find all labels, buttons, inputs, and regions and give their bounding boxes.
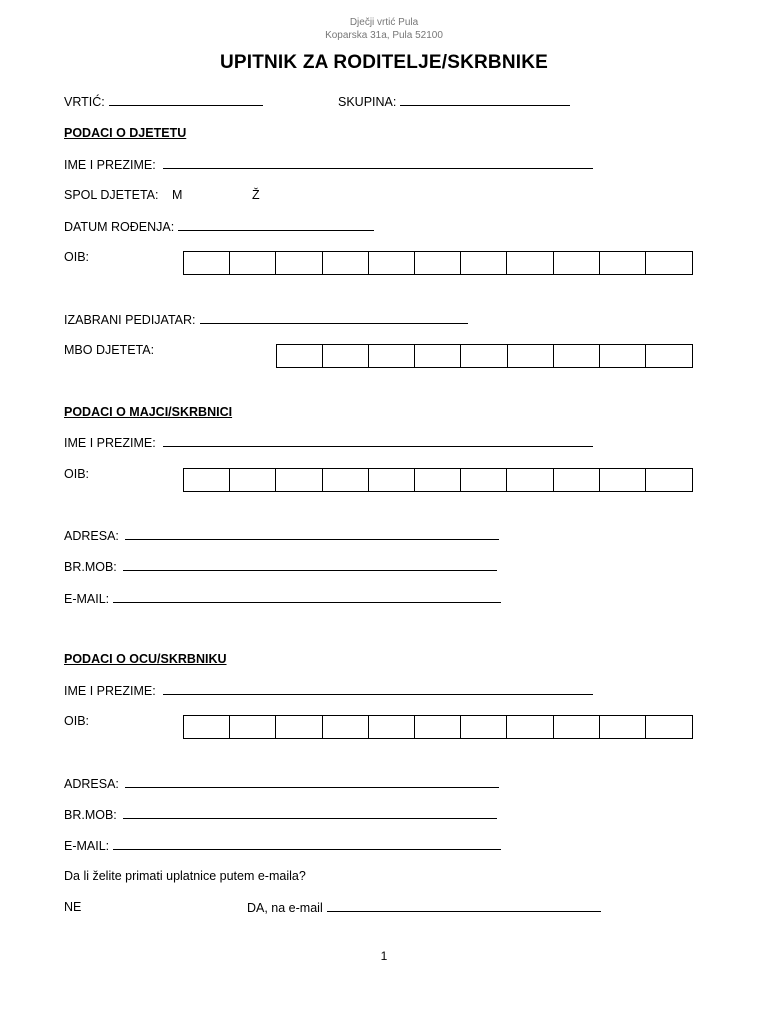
oib-digit-box[interactable] <box>276 469 322 491</box>
pediatrician-input-line[interactable] <box>200 312 468 324</box>
mother-section-title: PODACI O MAJCI/SKRBNICI <box>64 405 233 419</box>
oib-digit-box[interactable] <box>184 252 230 274</box>
mbo-digit-box[interactable] <box>554 345 600 367</box>
email-question: Da li želite primati uplatnice putem e-maila? <box>64 869 306 883</box>
oib-digit-box[interactable] <box>230 716 276 738</box>
mbo-label: MBO DJETETA: <box>64 343 155 357</box>
oib-digit-box[interactable] <box>507 252 553 274</box>
oib-digit-box[interactable] <box>184 469 230 491</box>
mbo-digit-box[interactable] <box>461 345 507 367</box>
oib-digit-box[interactable] <box>461 252 507 274</box>
mbo-digit-box[interactable] <box>323 345 369 367</box>
oib-digit-box[interactable] <box>461 469 507 491</box>
father-address-field <box>64 776 499 791</box>
father-mobile-field <box>64 807 497 822</box>
father-name-field <box>64 683 593 698</box>
oib-digit-box[interactable] <box>230 469 276 491</box>
child-dob-input-line[interactable] <box>178 219 374 231</box>
child-name-input-line[interactable] <box>163 157 593 169</box>
mother-mobile-label: BR.MOB: <box>64 560 117 574</box>
mother-email-field <box>64 591 501 606</box>
oib-digit-box[interactable] <box>415 252 461 274</box>
father-name-input-line[interactable] <box>163 683 593 695</box>
option-no[interactable]: NE <box>64 900 82 914</box>
child-name-label: IME I PREZIME: <box>64 158 156 172</box>
mother-email-label: E-MAIL: <box>64 592 110 606</box>
father-name-label: IME I PREZIME: <box>64 684 156 698</box>
mother-mobile-field <box>64 559 497 574</box>
father-section-title: PODACI O OCU/SKRBNIKU <box>64 652 227 666</box>
mother-name-field <box>64 435 593 450</box>
oib-digit-box[interactable] <box>369 469 415 491</box>
father-email-input-line[interactable] <box>113 838 501 850</box>
mbo-digit-box[interactable] <box>600 345 646 367</box>
oib-digit-box[interactable] <box>461 716 507 738</box>
mother-address-label: ADRESA: <box>64 529 119 543</box>
oib-digit-box[interactable] <box>276 716 322 738</box>
oib-digit-box[interactable] <box>554 252 600 274</box>
oib-digit-box[interactable] <box>230 252 276 274</box>
father-oib-boxes[interactable] <box>183 715 693 739</box>
org-address: Koparska 31a, Pula 52100 <box>325 30 443 41</box>
oib-digit-box[interactable] <box>369 716 415 738</box>
father-email-field <box>64 838 501 853</box>
skupina-field <box>338 94 570 109</box>
oib-digit-box[interactable] <box>554 716 600 738</box>
mbo-digit-box[interactable] <box>369 345 415 367</box>
mother-oib-boxes[interactable] <box>183 468 693 492</box>
oib-digit-box[interactable] <box>184 716 230 738</box>
oib-digit-box[interactable] <box>507 716 553 738</box>
oib-digit-box[interactable] <box>600 469 646 491</box>
mother-address-field <box>64 528 499 543</box>
child-oib-boxes[interactable] <box>183 251 693 275</box>
skupina-label: SKUPINA: <box>338 95 397 109</box>
gender-option-f[interactable]: Ž <box>252 188 260 202</box>
oib-digit-box[interactable] <box>600 716 646 738</box>
oib-digit-box[interactable] <box>646 716 692 738</box>
child-name-field <box>64 157 593 172</box>
mother-name-label: IME I PREZIME: <box>64 436 156 450</box>
pediatrician-label: IZABRANI PEDIJATAR: <box>64 313 196 327</box>
mbo-digit-box[interactable] <box>415 345 461 367</box>
skupina-input-line[interactable] <box>400 94 570 106</box>
oib-digit-box[interactable] <box>323 716 369 738</box>
father-mobile-label: BR.MOB: <box>64 808 117 822</box>
option-yes-field <box>247 900 601 915</box>
oib-digit-box[interactable] <box>646 252 692 274</box>
child-dob-label: DATUM ROĐENJA: <box>64 220 175 234</box>
mbo-digit-box[interactable] <box>508 345 554 367</box>
org-name: Dječji vrtić Pula <box>349 17 419 28</box>
vrtic-input-line[interactable] <box>109 94 263 106</box>
father-email-label: E-MAIL: <box>64 839 110 853</box>
vrtic-field <box>64 94 263 109</box>
mother-mobile-input-line[interactable] <box>123 559 497 571</box>
oib-digit-box[interactable] <box>554 469 600 491</box>
father-address-input-line[interactable] <box>125 776 499 788</box>
father-mobile-input-line[interactable] <box>123 807 497 819</box>
option-yes[interactable]: DA, na e-mail <box>247 901 323 915</box>
oib-digit-box[interactable] <box>507 469 553 491</box>
page-number: 1 <box>380 949 388 963</box>
yes-email-input-line[interactable] <box>327 900 601 912</box>
father-address-label: ADRESA: <box>64 777 119 791</box>
father-oib-label: OIB: <box>64 714 90 728</box>
oib-digit-box[interactable] <box>415 716 461 738</box>
pediatrician-field <box>64 312 468 327</box>
oib-digit-box[interactable] <box>323 469 369 491</box>
page-title: UPITNIK ZA RODITELJE/SKRBNIKE <box>219 52 549 73</box>
oib-digit-box[interactable] <box>323 252 369 274</box>
oib-digit-box[interactable] <box>646 469 692 491</box>
vrtic-label: VRTIĆ: <box>64 95 105 109</box>
mother-oib-label: OIB: <box>64 467 90 481</box>
oib-digit-box[interactable] <box>600 252 646 274</box>
child-dob-field <box>64 219 374 234</box>
oib-digit-box[interactable] <box>369 252 415 274</box>
child-oib-label: OIB: <box>64 250 90 264</box>
mbo-digit-box[interactable] <box>277 345 323 367</box>
mother-name-input-line[interactable] <box>163 435 593 447</box>
child-section-title: PODACI O DJETETU <box>64 126 187 140</box>
oib-digit-box[interactable] <box>415 469 461 491</box>
child-gender-label: SPOL DJETETA: <box>64 188 159 202</box>
mbo-digit-box[interactable] <box>646 345 692 367</box>
mother-address-input-line[interactable] <box>125 528 499 540</box>
mother-email-input-line[interactable] <box>113 591 501 603</box>
oib-digit-box[interactable] <box>276 252 322 274</box>
gender-option-m[interactable]: M <box>172 188 183 202</box>
mbo-boxes[interactable] <box>276 344 693 368</box>
